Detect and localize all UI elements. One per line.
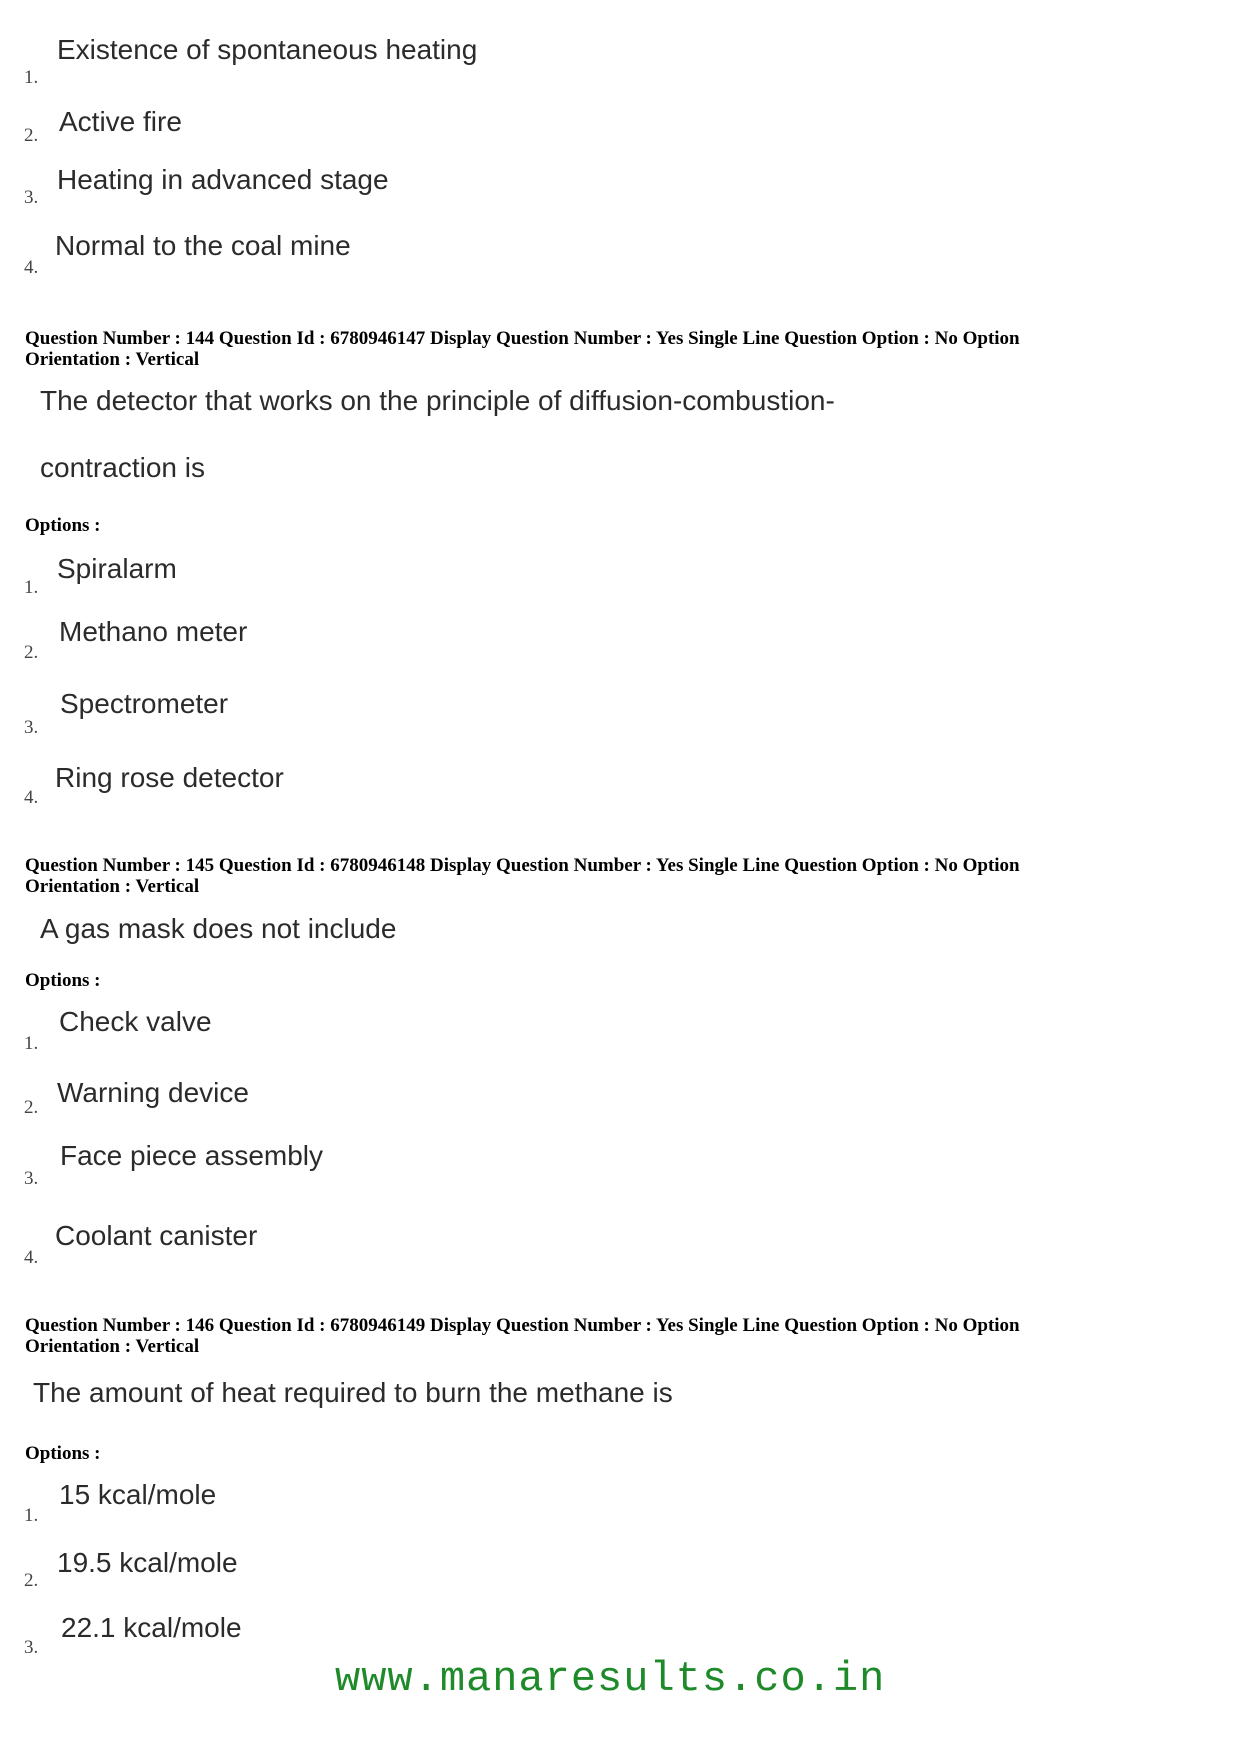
option-text: 22.1 kcal/mole: [61, 1612, 242, 1643]
option-text: Methano meter: [59, 616, 248, 647]
question-meta-line1: Question Number : 144 Question Id : 6780946147 Display Question Number : Yes Single Line Question Option : No Option: [25, 328, 1020, 349]
option-number: 1.: [24, 67, 39, 88]
option-number: 2.: [24, 642, 39, 663]
question-text-line2: contraction is: [40, 452, 205, 483]
question-meta: [25, 855, 1205, 897]
option-text: Check valve: [59, 1006, 212, 1037]
option-text: Spiralarm: [57, 553, 177, 584]
options-label: Options :: [25, 970, 101, 991]
option-text: Heating in advanced stage: [57, 164, 389, 195]
question-meta-line2: Orientation : Vertical: [25, 349, 200, 370]
option-number: 1.: [24, 1033, 39, 1054]
question-text-line1: The amount of heat required to burn the methane is: [33, 1377, 673, 1408]
question-meta-line1: Question Number : 146 Question Id : 6780946149 Display Question Number : Yes Single Line Question Option : No Option: [25, 1315, 1020, 1336]
question-meta: [25, 328, 1205, 370]
option-text: Spectrometer: [60, 688, 229, 719]
option-number: 2.: [24, 1097, 39, 1118]
question-meta-line2: Orientation : Vertical: [25, 876, 200, 897]
option-number: 4.: [24, 1247, 39, 1268]
option-text: Face piece assembly: [60, 1140, 324, 1171]
option-text: 19.5 kcal/mole: [57, 1547, 238, 1578]
option-text: Coolant canister: [55, 1220, 258, 1251]
option-number: 3.: [24, 187, 39, 208]
option-number: 2.: [24, 125, 39, 146]
option-text: Warning device: [57, 1077, 249, 1108]
question-meta: [25, 1315, 1205, 1357]
option-number: 3.: [24, 1637, 39, 1658]
option-text: Existence of spontaneous heating: [57, 34, 478, 65]
options-label: Options :: [25, 1443, 101, 1464]
question-text-line1: The detector that works on the principle of diffusion-combustion-: [40, 385, 835, 416]
option-text: Normal to the coal mine: [55, 230, 351, 261]
watermark-url: www.manaresults.co.in: [335, 1655, 886, 1703]
option-number: 1.: [24, 577, 39, 598]
question-text-line1: A gas mask does not include: [40, 913, 397, 944]
option-text: Active fire: [59, 106, 182, 137]
option-number: 3.: [24, 1168, 39, 1189]
option-number: 3.: [24, 717, 39, 738]
option-number: 4.: [24, 257, 39, 278]
option-number: 1.: [24, 1505, 39, 1526]
option-text: 15 kcal/mole: [59, 1479, 217, 1510]
question-meta-line1: Question Number : 145 Question Id : 6780946148 Display Question Number : Yes Single Line Question Option : No Option: [25, 855, 1020, 876]
option-number: 4.: [24, 787, 39, 808]
option-text: Ring rose detector: [55, 762, 284, 793]
options-label: Options :: [25, 515, 101, 536]
question-meta-line2: Orientation : Vertical: [25, 1336, 200, 1357]
option-number: 2.: [24, 1570, 39, 1591]
